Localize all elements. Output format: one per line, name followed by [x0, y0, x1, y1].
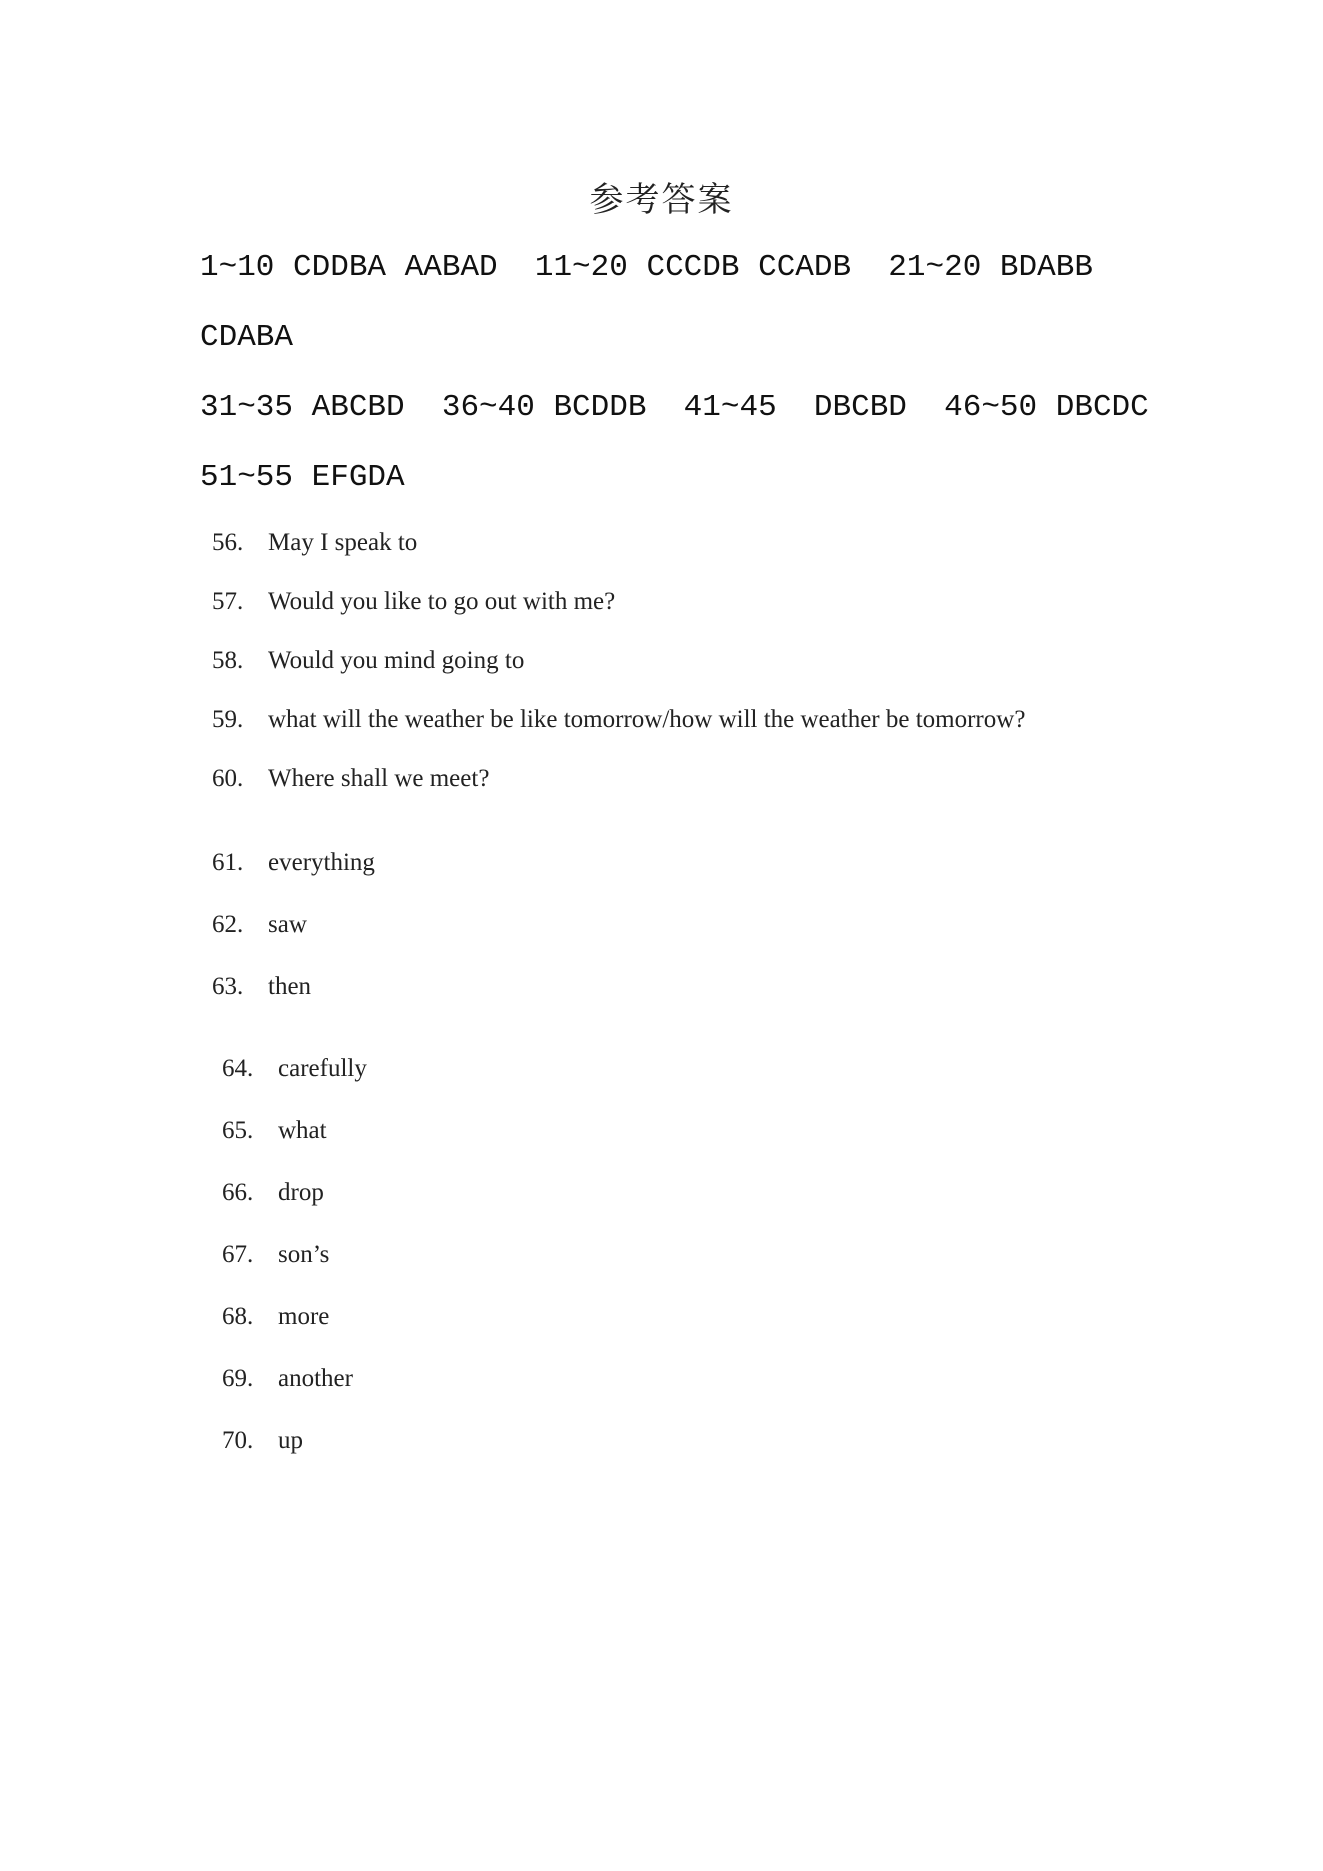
answer-number: 63.	[212, 973, 244, 1000]
page-title: 参考答案	[589, 180, 734, 220]
answer-number: 61.	[212, 849, 244, 876]
answer-number: 58.	[212, 647, 244, 674]
answer-number: 56.	[212, 529, 244, 556]
answer-number: 70.	[222, 1427, 254, 1454]
answer-number: 62.	[212, 911, 244, 938]
answer-item	[222, 1055, 367, 1083]
answer-item	[212, 706, 1025, 734]
answer-text: then	[268, 973, 312, 1000]
answer-text: Would you like to go out with me?	[268, 588, 616, 615]
answer-number: 68.	[222, 1303, 254, 1330]
answer-number: 65.	[222, 1117, 254, 1144]
answer-number: 60.	[212, 765, 244, 792]
choice-line: 51~55 EFGDA	[200, 460, 405, 495]
answer-item	[222, 1365, 353, 1393]
answer-item	[212, 911, 307, 939]
answer-item	[212, 529, 417, 557]
answer-text: Where shall we meet?	[268, 765, 490, 792]
answer-number: 69.	[222, 1365, 254, 1392]
answer-text: son’s	[278, 1241, 330, 1268]
answer-item	[222, 1241, 329, 1269]
answer-item	[212, 849, 375, 877]
answer-number: 57.	[212, 588, 244, 615]
answer-number: 64.	[222, 1055, 254, 1082]
answer-text: what	[278, 1117, 327, 1144]
answer-text: up	[278, 1427, 303, 1454]
choice-line: CDABA	[200, 320, 294, 355]
answer-item	[222, 1303, 329, 1331]
answer-text: drop	[278, 1179, 324, 1206]
answer-text: saw	[268, 911, 307, 938]
answer-item	[212, 765, 489, 793]
choice-line: 1~10 CDDBA AABAD 11~20 CCCDB CCADB 21~20 BDABB	[200, 250, 1093, 285]
answer-item	[212, 647, 524, 675]
answer-item	[222, 1117, 327, 1145]
answer-item	[212, 973, 311, 1001]
answer-item	[212, 588, 615, 616]
answer-text: everything	[268, 849, 375, 876]
answer-text: another	[278, 1365, 353, 1392]
choice-line: 31~35 ABCBD 36~40 BCDDB 41~45 DBCBD 46~50 DBCDC	[200, 390, 1149, 425]
answer-number: 59.	[212, 706, 244, 733]
answer-text: more	[278, 1303, 330, 1330]
answer-text: Would you mind going to	[268, 647, 525, 674]
answer-item	[222, 1179, 324, 1207]
answer-number: 67.	[222, 1241, 254, 1268]
answer-text: what will the weather be like tomorrow/how will the weather be tomorrow?	[268, 706, 1026, 733]
answer-text: May I speak to	[268, 529, 418, 556]
answer-text: carefully	[278, 1055, 367, 1082]
answer-item	[222, 1427, 303, 1455]
answer-number: 66.	[222, 1179, 254, 1206]
